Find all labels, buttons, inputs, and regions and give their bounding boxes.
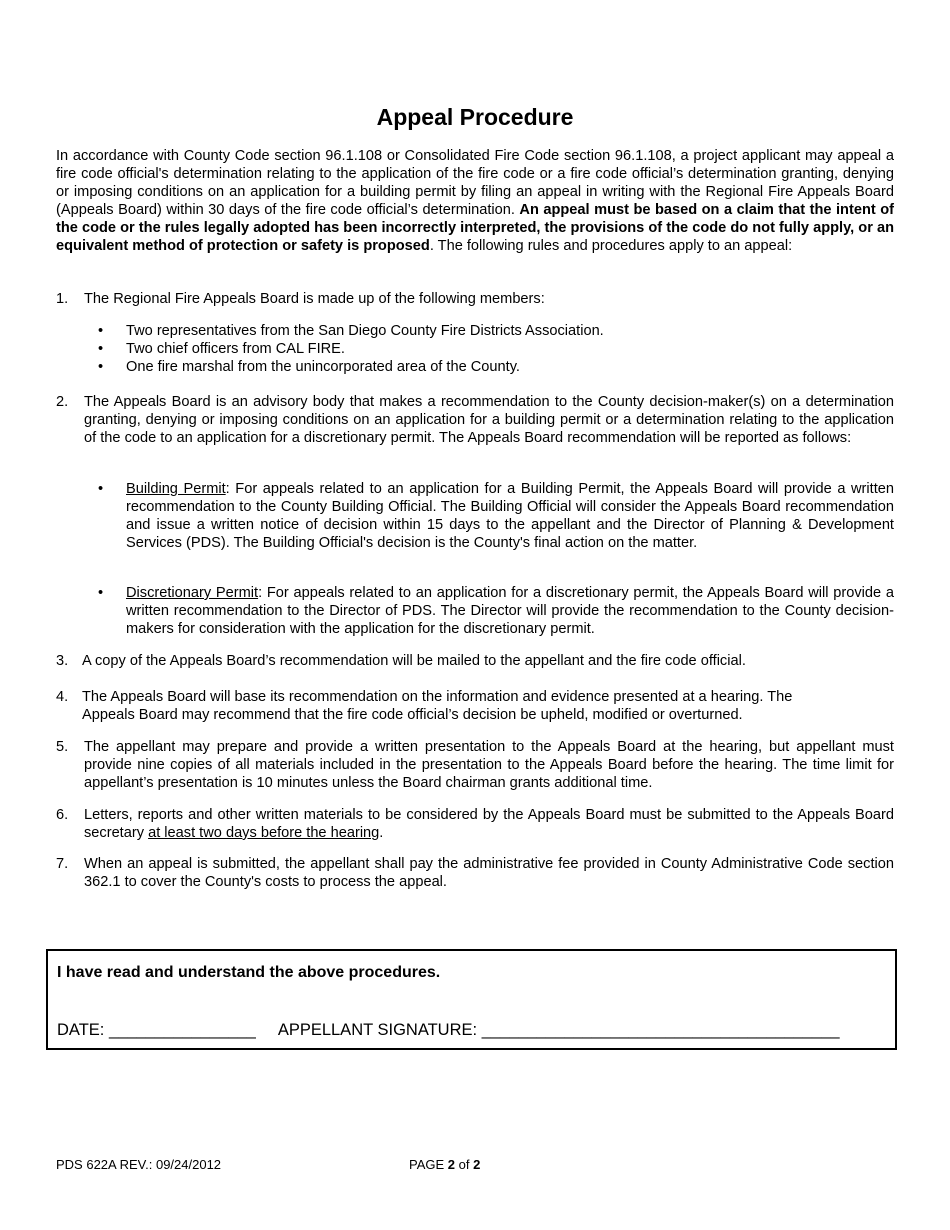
recommendation-list [98,480,894,552]
bullet-icon: • [98,323,104,339]
date-field[interactable]: ________________ [108,1021,256,1039]
members-list [98,322,894,376]
list-item: • One fire marshal from the unincorporated area of the County. [98,359,520,375]
list-item: • Two chief officers from CAL FIRE. [98,341,345,357]
date-label: DATE: [57,1021,105,1039]
list-item-2: 2. The Appeals Board is an advisory body that makes a recommendation to the County decision-maker(s) on a determination granting, denying or imposing conditions on an application for a building permit or a determination relating to the application of the code to an application for a discretionary permit. The Appeals Board recommendation will be reported as follows: [56,394,894,446]
bullet-icon: • [98,481,104,497]
list-item-3: 3. A copy of the Appeals Board’s recommendation will be mailed to the appellant and the fire code official. [56,653,746,669]
list-item-6: 6. Letters, reports and other written materials to be considered by the Appeals Board must be submitted to the Appeals Board secretary at least two days before the hearing. [56,807,894,841]
deadline-text: at least two days before the hearing [148,825,380,841]
list-item-1: 1. The Regional Fire Appeals Board is made up of the following members: [56,291,545,307]
acknowledgement-title: I have read and understand the above procedures. [57,964,441,981]
signature-field[interactable]: _______________________________________ [481,1021,840,1039]
acknowledgement-box [46,949,897,1050]
form-id: PDS 622A REV.: 09/24/2012 [56,1157,222,1172]
page-number: PAGE 2 of 2 [409,1157,481,1172]
intro-paragraph: In accordance with County Code section 96.1.108 or Consolidated Fire Code section 96.1.108, a project applicant may appeal a fire code official's determination relating to the application of the fire code or a fire code official’s determination granting, denying or imposing conditions on an application for a building permit by filing an appeal in writing with the Regional Fire Appeals Board (Appeals Board) within 30 days of the fire code official’s determination. An appeal must be based on a claim that the intent of the code or the rules legally adopted has been incorrectly interpreted, the provisions of the code do not fully apply, or an equivalent method of protection or safety is proposed. The following rules and procedures apply to an appeal: [56,148,894,254]
signature-label: APPELLANT SIGNATURE: [277,1021,478,1039]
list-item: • Building Permit: For appeals related to an application for a Building Permit, the Appeals Board will provide a written recommendation to the County Building Official. The Building Official will consider the Appeals Board recommendation and issue a written notice of decision within 15 days to the appellant and the Director of Planning & Development Services (PDS). The Building Official's decision is the County's final action on the matter. [98,481,894,551]
list-item-7: 7. When an appeal is submitted, the appellant shall pay the administrative fee provided in County Administrative Code section 362.1 to cover the County's costs to process the appeal. [56,856,894,890]
list-item: • Two representatives from the San Diego County Fire Districts Association. [98,323,604,339]
signature-row [57,1020,840,1040]
page-title: Appeal Procedure [376,104,574,130]
discretionary-permit-label: Discretionary Permit [126,585,259,601]
list-item: • Discretionary Permit: For appeals related to an application for a discretionary permit, the Appeals Board will provide a written recommendation to the Director of PDS. The Director will provide the recommendation to the County decision-makers for consideration with the application for the discretionary permit. [98,585,894,637]
list-item-4: 4. The Appeals Board will base its recommendation on the information and evidence presented at a hearing. The Appeals Board may recommend that the fire code official’s decision be upheld, modified or overturned. [56,689,793,723]
bullet-icon: • [98,341,104,357]
bullet-icon: • [98,585,104,601]
bullet-icon: • [98,359,104,375]
building-permit-label: Building Permit [126,481,226,497]
list-item-5: 5. The appellant may prepare and provide a written presentation to the Appeals Board at the hearing, but appellant must provide nine copies of all materials included in the presentation to the Appeals Board before the hearing. The time limit for appellant’s presentation is 10 minutes unless the Board chairman grants additional time. [56,739,894,791]
